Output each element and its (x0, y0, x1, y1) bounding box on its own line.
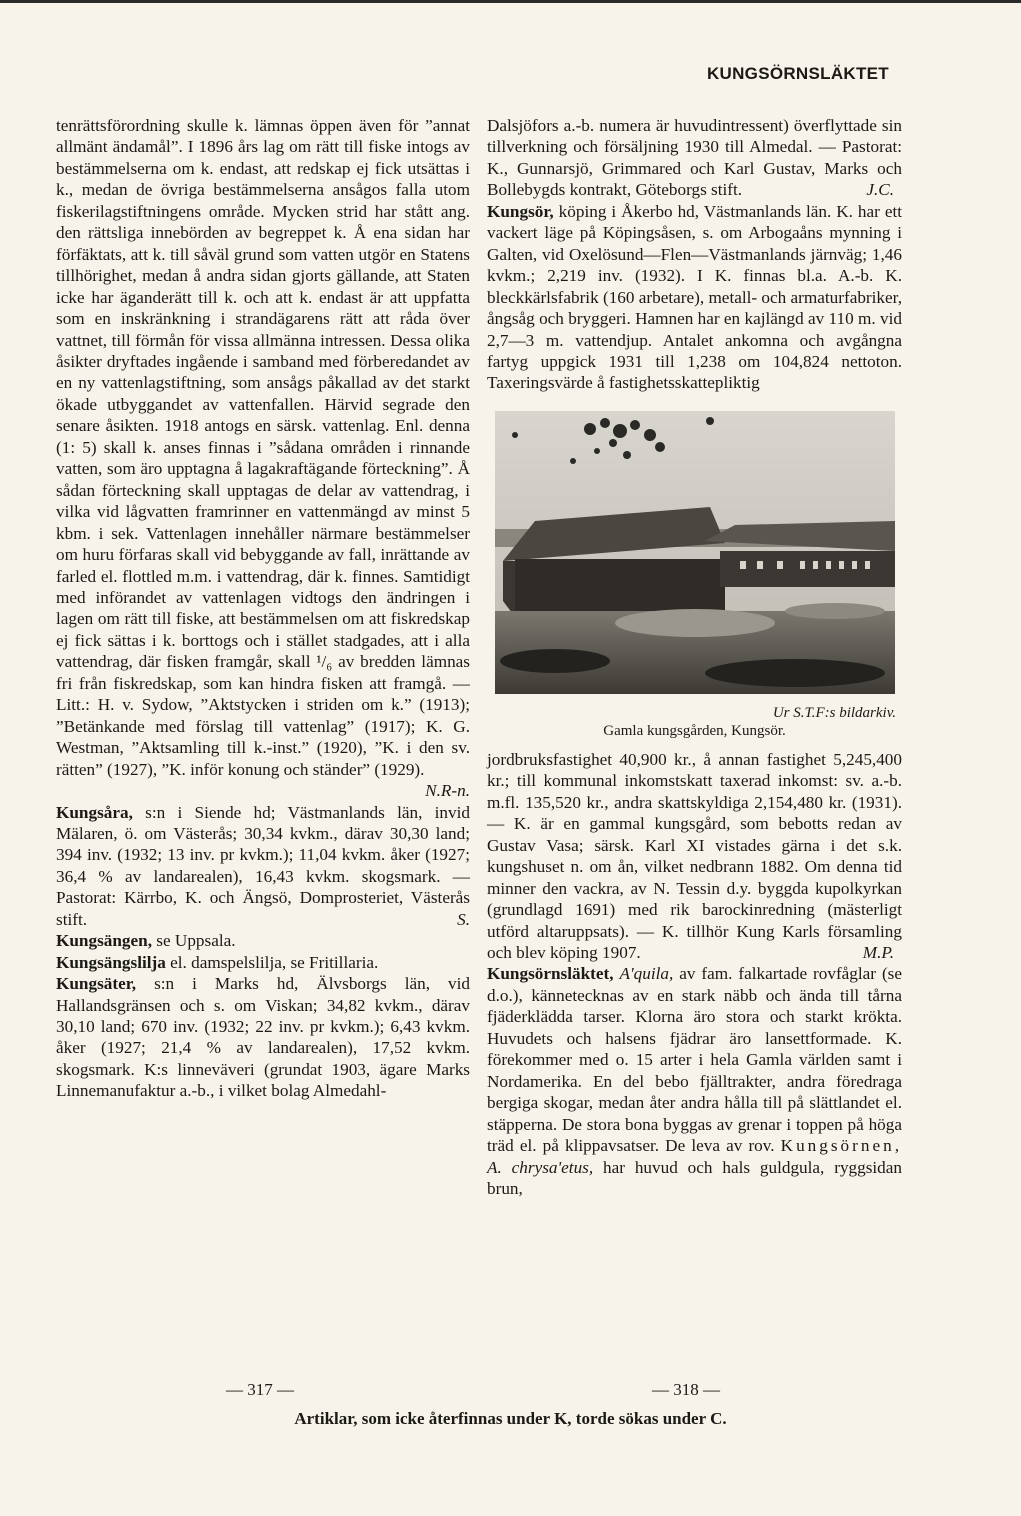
entry-text: köping i Åkerbo hd, Västmanlands län. K. har ett vackert läge på Köpingsåsen, s. om Arbogaåns mynning i Galten, vid Oxelösund—Flen—Västmanlands järnväg; 1,46 kvkm.; 2,219 inv. (1932). I K. finnas bl.a. A.-b. K. bleckkärlsfabrik (160 arbetare), metall- och armaturfabriker, ångsåg och bryggeri. Hamnen har en kajlängd av 110 m. vid 2,7—3 m. vattendjup. Antalet ankomna och avgångna fartyg uppgick 1931 till 1,238 om 104,824 nettoton. Taxeringsvärde å fastighetsskattepliktig (487, 201, 902, 393)
entry-headword: Kungsör, (487, 201, 554, 221)
entry-text: s:n i Siende hd; Västmanlands län, invid Mälaren, ö. om Västerås; 30,34 kvkm., därav 30,30 land; 394 inv. (1932; 13 inv. pr kvkm.); 11,04 kvkm. åker (1927; 36,4 % av landarealen), 16,43 kvkm. skogsmark. — Pastorat: Kärrbo, K. och Ängsö, Domprosteriet, Västerås stift. (56, 802, 470, 929)
entry-text: s:n i Marks hd, Älvsborgs län, vid Hallandsgränsen och s. om Viskan; 34,82 kvkm., därav 30,10 land; 670 inv. (1932; 22 inv. pr kvkm.); 6,43 kvkm. åker (1927; 21,4 % av landarealen), 17,52 kvkm. skogsmark. K:s linneväveri (grundat 1903, ägare Marks Linnemanufaktur a.-b., i vilket bolag Almedahl- (56, 974, 470, 1101)
page-number-left: — 317 — (226, 1380, 294, 1399)
entry-headword: Kungsängslilja (56, 952, 166, 972)
author-signature: J.C. (866, 180, 894, 200)
entry-text: jordbruksfastighet 40,900 kr., å annan fastighet 5,245,400 kr.; till kommunal inkomstskatt taxerad inkomst: sv. a.-b. m.fl. 135,520 kr., andra skattskyldiga 2,154,480 kr. (1931). — K. är en gammal kungsgård, som bebotts redan av Gustav Vasa; särsk. Karl XI vistades gärna i det s.k. kungshuset n. om ån, vilket nedbrann 1882. Om denna tid minner den vackra, av N. Tessin d.y. byggda kupolkyrkan (grundlagd 1691) med rik barockinredning (mästerligt utförd altaruppsats). — K. tillhör Kung Karls församling och blev köping 1907. (487, 749, 902, 962)
entry-text: av fam. falkartade rovfåglar (se d.o.), kännetecknas av en stark näbb och ända till tårna fjäderklädda tarser. Klorna äro stora och starkt krökta. Huvudets och halsens fjädrar äro lansettformade. K. förekommer med o. 15 arter i hela Gamla världen samt i Nordamerika. En del bebo fjälltrakter, andra föredraga bergiga skogar, medan åter andra hålla till på slättlandet el. stäpperna. De stora bona byggas av grenar i toppen på höga träd el. på klippavsatser. De leva av rov. (487, 964, 903, 1156)
entry-text: Dalsjöfors a.-b. numera är huvudintressent) överflyttade sin tillverkning och försäljning 1930 till Almedal. — Pastorat: K., Gunnarsjö, Grimmared och Karl Gustav, Marks och Bollebygds kontrakt, Göteborgs stift. (487, 116, 902, 200)
footer-note: Artiklar, som icke återfinnas under K, torde sökas under C. (294, 1409, 727, 1428)
photo-caption: Gamla kungsgården, Kungsör. (603, 722, 786, 739)
entry-kungsor-continued (487, 749, 902, 964)
latin-name: A'quila, (619, 964, 674, 984)
entry-text: har huvud och hals guldgula, ryggsidan brun, (487, 1157, 902, 1198)
entry-headword: Kungsäter, (56, 974, 137, 994)
entry-kungsangen (56, 930, 470, 951)
photo-old-royal-farm (495, 411, 895, 694)
entry-kungsangslilja (56, 952, 470, 973)
entry-headword: Kungsörnsläktet, (487, 964, 614, 984)
paragraph-kungsadra-law: tenrättsförordning skulle k. lämnas öppen även för ”annat allmänt ändamål”. I 1896 års lag om rätt till fiske intogs av bestämmelserna om k. endast, att redskap ej fick utsättas i k., medan de övriga bestämmelserna ansågos falla utom fiskerilagstiftningens område. Mycken strid har stått ang. den rättsliga innebörden av begreppet k. Å ena sidan har förfäktats, att k. till såväl grund som vatten utgör en Statens tillhörighet, medan å andra sidan gjorts gällande, att Staten icke har äganderätt till k. och att k. endast är att uppfatta som en inskränkning i strandägarens rätt att råda över vattnet, till förmån för vissa allmänna intressen. Dessa olika åsikter dryftades ingående i samband med förberedandet av en ny vattenlagstiftning, som ansågs påkallad av det starkt ökade utbyggandet av vattenfallen. Härvid segrade den senare åsikten. 1918 antogs en särsk. vattenlag. Enl. denna (1: 5) skall k. anses finnas i ”sådana områden i rinnande vatten, som äro upptagna å lagakraftägande förteckning”. Å sådan förteckning skall upptagas de delar av vattendrag, i vilka vid lågvatten framrinner en vattenmängd av minst 5 kbm. i sek. Vattenlagen innehåller närmare bestämmelser om huru förfaras skall vid bebyggande av fall, inrättande av farled el. flottled m.m. i vattendrag, där k. finnes. Samtidigt med införandet av vattenlagen vidtogs den ändringen i lagen om rätt till fiske, att bestämmelsen om att fiskredskap ej fick sättas i k. borttogs och i stället stadgades, att i alla vattendrag, där fisken framgår, skall ¹/₆ av bredden lämnas fri från fiskredskap, som kan hindra fisken att framgå. — Litt.: H. v. Sydow, ”Aktstycken i striden om k.” (1913); ”Betänkande med förslag till vattenlag” (1917); K. G. Westman, ”Aktsamling till k.-inst.” (1920), ”K. i den sv. rätten” (1927), ”K. inför konung och ständer” (1929). (56, 116, 470, 779)
top-rule (0, 0, 1021, 3)
author-signature: N.R-n. (425, 781, 470, 801)
entry-kungsara (56, 802, 470, 931)
entry-kungsor (487, 201, 902, 394)
page-number-right: — 318 — (652, 1380, 720, 1399)
entry-headword: Kungsängen, (56, 931, 152, 951)
species-name: Kungsörnen, (780, 1136, 902, 1156)
author-signature: S. (457, 909, 470, 929)
latin-name: A. chrysa'etus, (487, 1157, 594, 1177)
entry-text: se Uppsala. (152, 931, 236, 951)
photo-credit: Ur S.T.F:s bildarkiv. (772, 704, 896, 721)
right-column (487, 115, 902, 1199)
author-signature: M.P. (862, 942, 894, 962)
entry-headword: Kungsåra, (56, 802, 133, 822)
entry-kungsater-continued (487, 115, 902, 201)
entry-text: el. damspelslilja, se Fritillaria. (165, 952, 379, 972)
entry-kungsornslaktet (487, 963, 902, 1199)
entry-kungsater (56, 973, 470, 1102)
left-column (56, 115, 470, 1102)
running-head: KUNGSÖRNSLÄKTET (706, 64, 889, 83)
